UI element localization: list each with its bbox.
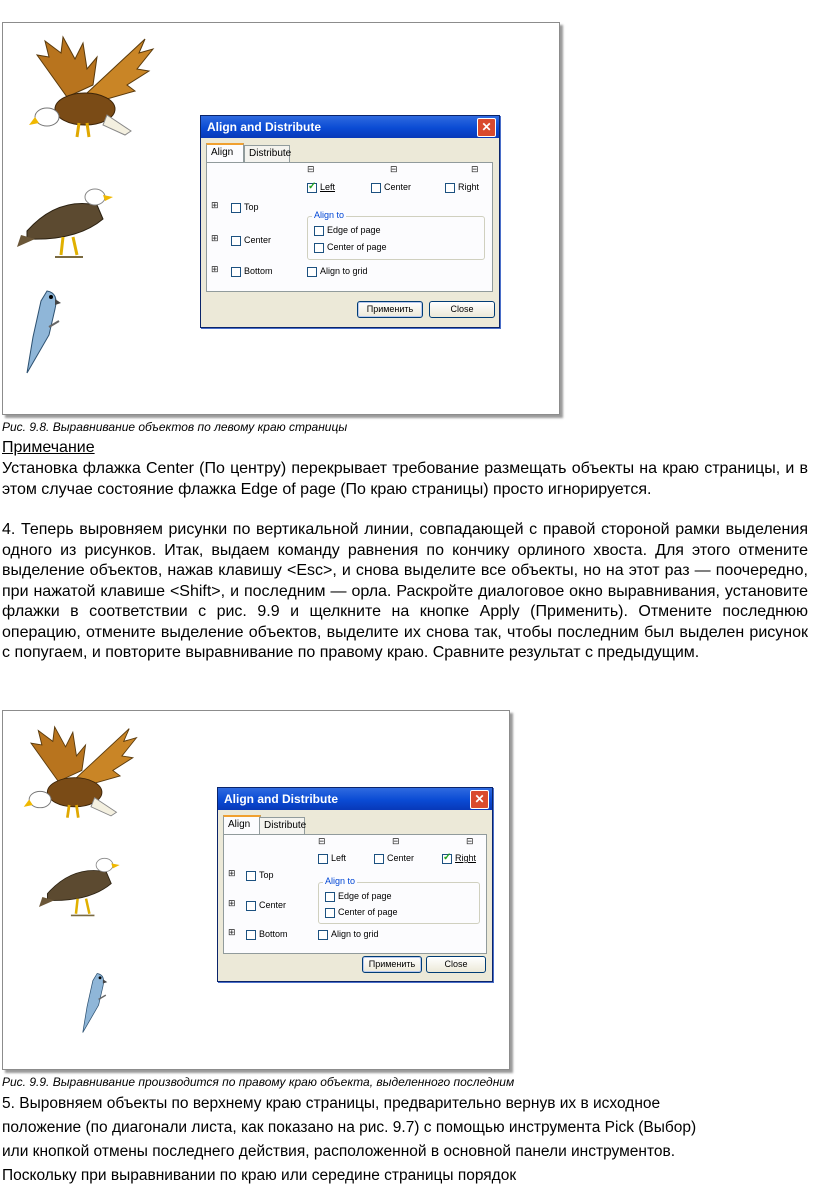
tab-distribute[interactable]: Distribute [259,817,305,834]
align-top-icon: ⊞ [211,201,218,211]
right-checkbox[interactable] [445,183,455,193]
align-to-grid-label: Align to grid [331,929,379,939]
close-button[interactable]: Close [426,956,486,973]
figure-9-8-caption: Рис. 9.8. Выравнивание объектов по левому краю страницы [2,420,348,434]
right-checkbox[interactable] [442,854,452,864]
left-label: Left [320,182,336,192]
top-checkbox[interactable] [231,203,241,213]
step-5-line-2: положение (по диагонали листа, как показано на рис. 9.7) с помощью инструмента Pick (Выбор) [2,1119,697,1136]
align-center-v-icon: ⊞ [211,234,218,244]
figure-9-8 [2,22,560,415]
step-5-line-1: 5. Выровняем объекты по верхнему краю страницы, предварительно вернув их в исходное [2,1095,661,1112]
align-to-group [307,210,485,260]
align-center-h-icon: ⊟ [390,165,397,175]
bottom-checkbox[interactable] [231,267,241,277]
edge-of-page-checkbox[interactable] [325,892,335,902]
center-h-label: Center [387,853,415,863]
apply-button[interactable]: Применить [357,301,423,318]
tab-distribute[interactable]: Distribute [244,145,290,162]
tab-align[interactable]: Align [206,143,244,163]
align-to-group [318,876,480,924]
top-label: Top [259,870,274,880]
edge-of-page-label: Edge of page [338,891,392,901]
center-v-checkbox[interactable] [231,236,241,246]
center-v-checkbox[interactable] [246,901,256,911]
left-label: Left [331,853,347,863]
bottom-checkbox[interactable] [246,930,256,940]
align-bottom-icon: ⊞ [211,265,218,275]
perched-eagle-illustration [39,851,123,927]
right-label: Right [455,853,477,863]
perched-eagle-illustration [17,183,117,268]
center-of-page-checkbox[interactable] [314,243,324,253]
align-top-icon: ⊞ [228,869,235,879]
center-v-label: Center [259,900,287,910]
align-left-icon: ⊟ [318,837,325,847]
dialog-title: Align and Distribute [224,792,338,806]
align-distribute-dialog [200,115,500,328]
close-icon[interactable]: ✕ [477,118,496,137]
align-to-grid-label: Align to grid [320,266,368,276]
align-to-grid-checkbox[interactable] [307,267,317,277]
dialog-title: Align and Distribute [207,120,321,134]
right-label: Right [458,182,480,192]
center-of-page-checkbox[interactable] [325,908,335,918]
align-to-title: Align to [325,876,356,886]
dialog-titlebar [218,788,492,810]
step-4-text: 4. Теперь выровняем рисунки по вертикальной линии, совпадающей с правой стороной рамки выделения одного из рисунков. Итак, выдаем команду равнения по кончику орлиного хвоста. Для этого отмените выделение объектов, нажав клавишу <Esc>, и снова выделите все объекты, но на этот раз — поочередно, при нажатой клавише <Shift>, и последним — орла. Раскройте диалоговое окно выравнивания, установите флажки в соответствии с рис. 9.9 и щелкните на кнопке Apply (Применить). Отмените последнюю операцию, отмените выделение объектов, выделите их снова так, чтобы последним был выделен рисунок с попугаем, и повторите выравнивание по правому краю. Сравните результат с предыдущим. [2,521,808,661]
align-tab-panel [206,162,493,292]
center-of-page-label: Center of page [327,242,387,252]
parrot-illustration [19,287,69,377]
parrot-illustration [77,963,113,1043]
left-checkbox[interactable] [307,183,317,193]
flying-eagle-illustration [27,35,157,145]
bottom-label: Bottom [259,929,288,939]
top-label: Top [244,202,259,212]
center-h-label: Center [384,182,412,192]
center-of-page-label: Center of page [338,907,398,917]
step-5-line-4: Поскольку при выравнивании по краю или середине страницы порядок [2,1167,517,1184]
align-distribute-dialog [217,787,493,982]
tab-align[interactable]: Align [223,815,261,835]
dialog-titlebar [201,116,499,138]
align-to-title: Align to [314,210,345,220]
center-v-label: Center [244,235,272,245]
align-bottom-icon: ⊞ [228,928,235,938]
align-right-icon: ⊟ [471,165,478,175]
close-icon[interactable]: ✕ [470,790,489,809]
top-checkbox[interactable] [246,871,256,881]
align-left-icon: ⊟ [307,165,314,175]
apply-button[interactable]: Применить [362,956,422,973]
center-h-checkbox[interactable] [371,183,381,193]
step-5-line-3: или кнопкой отмены последнего действия, расположенной в основной панели инструментов. [2,1143,676,1160]
align-center-h-icon: ⊟ [392,837,399,847]
flying-eagle-illustration [21,725,141,825]
align-to-grid-checkbox[interactable] [318,930,328,940]
left-checkbox[interactable] [318,854,328,864]
close-button[interactable]: Close [429,301,495,318]
center-h-checkbox[interactable] [374,854,384,864]
note-heading: Примечание [2,439,95,456]
figure-9-9 [2,710,510,1070]
edge-of-page-label: Edge of page [327,225,381,235]
bottom-label: Bottom [244,266,273,276]
edge-of-page-checkbox[interactable] [314,226,324,236]
align-center-v-icon: ⊞ [228,899,235,909]
figure-9-9-caption: Рис. 9.9. Выравнивание производится по правому краю объекта, выделенного последним [2,1075,515,1089]
align-right-icon: ⊟ [466,837,473,847]
align-tab-panel [223,834,487,954]
note-text: Установка флажка Center (По центру) перекрывает требование размещать объекты на краю страницы, и в этом случае состояние флажка Edge of page (По краю страницы) просто игнорируется. [2,460,808,498]
